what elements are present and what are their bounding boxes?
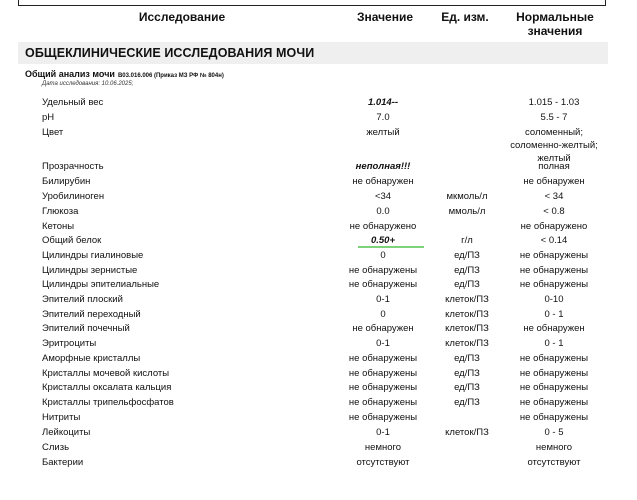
row-value: 0 (380, 250, 386, 261)
table-row (0, 175, 637, 189)
row-norm: не обнаружены (519, 353, 589, 364)
row-norm: не обнаружены (519, 265, 589, 276)
row-name: Эритроциты (42, 338, 97, 349)
table-row (0, 264, 637, 278)
row-name: Уробилиноген (42, 191, 105, 202)
row-name: Цвет (42, 127, 64, 138)
table-row (0, 411, 637, 425)
analysis-name: Общий анализ мочи (25, 69, 115, 79)
row-value: не обнаружено (349, 221, 417, 232)
row-norm: < 0.8 (543, 206, 565, 217)
table-row (0, 126, 637, 164)
row-norm: 0 - 1 (544, 309, 564, 320)
section-title: ОБЩЕКЛИНИЧЕСКИЕ ИССЛЕДОВАНИЯ МОЧИ (25, 46, 315, 60)
row-norm: не обнаружены (519, 397, 589, 408)
row-unit: ед/ПЗ (454, 368, 480, 379)
row-name: Цилиндры эпителиальные (42, 279, 160, 290)
row-name: Кристаллы трипельфосфатов (42, 397, 174, 408)
row-value: не обнаружен (352, 323, 414, 334)
table-row (0, 111, 637, 125)
table-row (0, 337, 637, 351)
row-name: Кристаллы мочевой кислоты (42, 368, 170, 379)
row-unit: ед/ПЗ (454, 353, 480, 364)
row-norm: полная (538, 161, 570, 172)
report-frame-edge (18, 0, 606, 6)
row-value: не обнаружены (348, 368, 418, 379)
row-unit: мкмоль/л (446, 191, 488, 202)
row-name: Эпителий почечный (42, 323, 130, 334)
table-row (0, 426, 637, 440)
table-row (0, 293, 637, 307)
row-norm: не обнаружены (519, 368, 589, 379)
row-norm: не обнаружены (519, 250, 589, 261)
row-unit: ед/ПЗ (454, 279, 480, 290)
table-row (0, 234, 637, 248)
table-row (0, 249, 637, 263)
row-unit: г/л (461, 235, 473, 246)
row-unit: ед/ПЗ (454, 250, 480, 261)
row-norm: не обнаружены (519, 279, 589, 290)
row-norm: < 0.14 (540, 235, 568, 246)
row-name: Аморфные кристаллы (42, 353, 141, 364)
row-value: 0-1 (376, 294, 390, 305)
row-name: Эпителий переходный (42, 309, 141, 320)
column-header-value: Значение (356, 10, 414, 24)
row-norm: не обнаружен (523, 176, 585, 187)
row-value: не обнаружены (348, 397, 418, 408)
row-name: Удельный вес (42, 97, 104, 108)
row-name: Общий белок (42, 235, 102, 246)
row-name: Лейкоциты (42, 427, 91, 438)
row-unit: ед/ПЗ (454, 265, 480, 276)
row-norm: не обнаружены (519, 382, 589, 393)
row-norm: 5.5 - 7 (540, 112, 568, 123)
row-norm: не обнаружены (519, 412, 589, 423)
row-norm: 0 - 5 (544, 427, 564, 438)
row-value: 0.0 (376, 206, 390, 217)
table-row (0, 160, 637, 174)
row-value: <34 (374, 191, 392, 202)
row-value: не обнаружены (348, 412, 418, 423)
column-header-unit: Ед. изм. (441, 10, 489, 24)
table-row (0, 367, 637, 381)
row-name: Глюкоза (42, 206, 79, 217)
row-name: Слизь (42, 442, 70, 453)
row-name: Прозрачность (42, 161, 104, 172)
row-value: 7.0 (376, 112, 390, 123)
row-norm: соломенный; соломенно-желтый; желтый (510, 127, 598, 164)
row-value: не обнаружены (348, 279, 418, 290)
row-norm: 0-10 (544, 294, 564, 305)
table-row (0, 396, 637, 410)
row-name: Кетоны (42, 221, 75, 232)
row-unit: клеток/ПЗ (445, 323, 489, 334)
row-unit: клеток/ПЗ (445, 427, 489, 438)
row-name: Цилиндры зернистые (42, 265, 138, 276)
analysis-date: Дата исследования: 10.06.2025; (42, 81, 134, 87)
row-name: Цилиндры гиалиновые (42, 250, 144, 261)
row-name: Билирубин (42, 176, 91, 187)
row-unit: клеток/ПЗ (445, 309, 489, 320)
row-unit: ммоль/л (448, 206, 486, 217)
row-norm: отсутствуют (527, 457, 581, 468)
highlight-underline (358, 246, 424, 248)
row-value: желтый (366, 127, 400, 138)
analysis-title (25, 69, 224, 79)
row-value: 1.014-- (367, 97, 399, 108)
row-name: Бактерии (42, 457, 84, 468)
table-row (0, 190, 637, 204)
row-norm: 1.015 - 1.03 (528, 97, 580, 108)
row-name: Нитриты (42, 412, 81, 423)
row-norm: не обнаружен (523, 323, 585, 334)
column-header-study: Исследование (138, 10, 226, 24)
row-norm: < 34 (544, 191, 564, 202)
table-row (0, 205, 637, 219)
row-value: неполная!!! (355, 161, 411, 172)
row-name: Эпителий плоский (42, 294, 123, 305)
row-norm: не обнаружено (520, 221, 588, 232)
row-value: 0 (380, 309, 386, 320)
table-row (0, 308, 637, 322)
table-row (0, 441, 637, 455)
row-value: не обнаружены (348, 382, 418, 393)
table-row (0, 220, 637, 234)
row-unit: клеток/ПЗ (445, 338, 489, 349)
table-row (0, 278, 637, 292)
row-value: не обнаружены (348, 353, 418, 364)
row-value: не обнаружен (352, 176, 414, 187)
row-value: немного (364, 442, 402, 453)
row-name: Кристаллы оксалата кальция (42, 382, 172, 393)
row-unit: ед/ПЗ (454, 382, 480, 393)
row-norm: 0 - 1 (544, 338, 564, 349)
row-value: отсутствуют (356, 457, 410, 468)
table-row (0, 381, 637, 395)
row-value: 0-1 (376, 338, 390, 349)
analysis-code: B03.016.006 (Приказ МЗ РФ № 804н) (117, 73, 224, 79)
row-value: 0-1 (376, 427, 390, 438)
row-name: pH (42, 112, 55, 123)
table-row (0, 352, 637, 366)
table-row (0, 96, 637, 110)
row-unit: клеток/ПЗ (445, 294, 489, 305)
row-value: не обнаружены (348, 265, 418, 276)
column-header-norm: Нормальные значения (516, 10, 594, 38)
table-row (0, 456, 637, 470)
row-value: 0.50+ (370, 235, 396, 246)
row-norm: немного (535, 442, 573, 453)
table-row (0, 322, 637, 336)
row-unit: ед/ПЗ (454, 397, 480, 408)
